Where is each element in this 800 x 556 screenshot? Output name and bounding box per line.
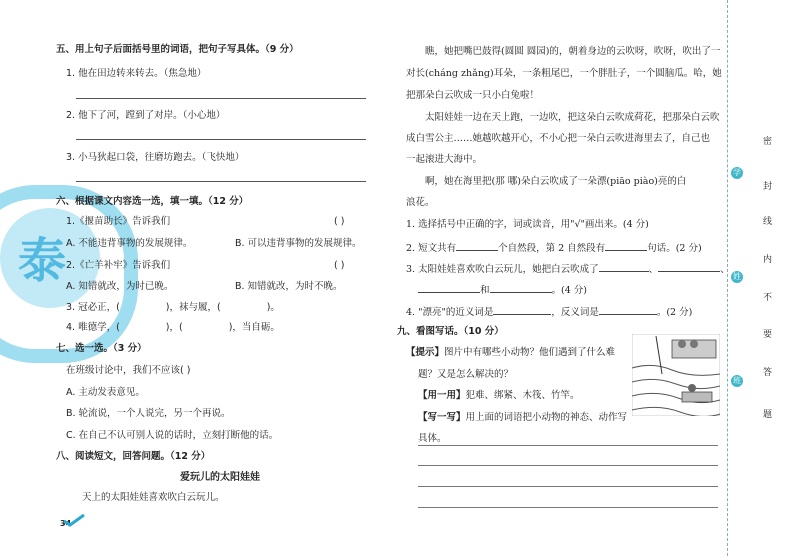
q6-item-3 <box>66 302 280 314</box>
tip-line-1 <box>406 347 615 359</box>
reading-question-2-part-a: 2. 短文共有 <box>406 243 457 254</box>
q7-option-b: B. 轮流说，一个人说完，另一个再说。 <box>66 408 231 419</box>
story-paragraph-line: 一起滚进大海中。 <box>406 154 483 165</box>
q6-item-4-part-c: )，当自砺。 <box>228 322 280 333</box>
reading-question-2-part-c: 句话。(2 分) <box>647 243 702 254</box>
story-line-1: 天上的太阳娃娃喜欢吹白云玩儿。 <box>82 492 225 503</box>
q6-item-2-option-b: B. 知错就改，为时不晚。 <box>235 281 343 292</box>
q5-item-2: 2. 他下了河，蹚到了对岸。（小心地） <box>66 110 226 121</box>
reading-question-1: 1. 选择括号中正确的字，词或读音，用"√"画出来。(4 分) <box>406 219 649 230</box>
reading-question-3-part-a: 3. 太阳娃娃喜欢吹白云玩儿，她把白云吹成了 <box>406 264 599 275</box>
tip-label: 【提示】 <box>406 347 445 358</box>
reading-question-3-part-b: 、 <box>648 264 659 275</box>
q5-item-1: 1. 他在田边转来转去。（焦急地） <box>66 68 207 79</box>
reading-question-4-part-a: 4. "漂亮"的近义词是 <box>406 307 494 318</box>
story-paragraph-line: 太阳娃娃一边在天上跑，一边吹，把这朵白云吹成荷花，把那朵白云吹 <box>425 112 720 123</box>
q8-title: 八、阅读短文，回答问题。（12 分） <box>56 451 211 462</box>
story-paragraph-line: 浪花。 <box>406 197 435 208</box>
story-paragraph-line: 对长(cháng zhǎng)耳朵，一条粗尾巴，一个胖肚子，一个圆脑瓜。哈，她 <box>406 68 722 79</box>
seal-char: 不 <box>763 293 773 303</box>
q6-item-1-option-b: B. 可以违背事物的发展规律。 <box>235 238 362 249</box>
answer-line[interactable] <box>76 181 366 182</box>
seal-char: 要 <box>763 330 773 340</box>
fill-blank[interactable] <box>418 283 480 293</box>
tip-text-1: 图片中有哪些小动物？他们遇到了什么难 <box>444 347 616 358</box>
q7-option-a: A. 主动发表意见。 <box>66 387 145 398</box>
reading-question-4 <box>406 305 692 319</box>
watermark-char: 泰 <box>18 233 67 289</box>
q6-item-3-part-b: )，袜与履，( <box>165 302 221 313</box>
answer-paren[interactable]: ( ) <box>334 216 345 227</box>
margin-dot: 姓 <box>733 272 741 281</box>
story-title: 爱玩儿的太阳娃娃 <box>180 472 260 483</box>
use-label: 【用一用】 <box>418 390 466 401</box>
q6-item-4 <box>66 322 280 334</box>
fill-blank[interactable] <box>605 241 647 251</box>
reading-question-3 <box>406 262 730 276</box>
margin-dot: 学 <box>733 168 741 177</box>
writing-line[interactable] <box>418 507 718 508</box>
q6-item-1: 1.《揠苗助长》告诉我们 <box>66 216 171 227</box>
q6-title: 六、根据课文内容选一选，填一填。（12 分） <box>56 196 249 207</box>
seal-char: 题 <box>763 410 773 420</box>
tip-text-2: 题？又是怎么解决的？ <box>418 369 514 380</box>
writing-line[interactable] <box>418 486 718 487</box>
reading-question-3-part-e: 。(4 分) <box>551 285 587 296</box>
fill-blank[interactable] <box>456 241 498 251</box>
seal-char: 答 <box>763 368 773 378</box>
q6-item-3-part-a: 3. 冠必正，( <box>66 302 120 313</box>
story-paragraph-line: 成白雪公主……她越吹越开心，不小心把一朵白云吹进海里去了，自己也 <box>406 133 711 144</box>
story-paragraph-line: 啊，她在海里把(那 哪)朵白云吹成了一朵漂(piāo piào)亮的白 <box>425 176 687 187</box>
use-line <box>418 390 580 402</box>
page-number: 34 <box>60 519 72 528</box>
reading-question-4-part-b: ，反义词是 <box>551 307 599 318</box>
seal-char: 内 <box>763 255 773 265</box>
reading-question-3-part-d: 和 <box>480 285 490 296</box>
q6-item-2-option-a: A. 知错就改，为时已晚。 <box>66 281 174 292</box>
use-text: 犯难、绑紧、木筏、竹竿。 <box>465 390 580 401</box>
q7-option-c: C. 在自己不认可别人说的话时，立刻打断他的话。 <box>66 430 279 441</box>
checkmark-icon <box>62 513 86 527</box>
seal-char: 线 <box>763 217 773 227</box>
answer-line[interactable] <box>76 98 366 99</box>
answer-line[interactable] <box>76 139 366 140</box>
writing-line[interactable] <box>418 465 718 466</box>
q6-item-1-option-a: A. 不能违背事物的发展规律。 <box>66 238 193 249</box>
fill-blank[interactable] <box>658 262 720 272</box>
write-line-1 <box>418 412 627 424</box>
story-paragraph-line: 瞧，她把嘴巴鼓得(圆圆 圆园)的，朝着身边的云吹呀，吹呀，吹出了一 <box>425 46 721 57</box>
write-text-1: 用上面的词语把小动物的神态、动作写 <box>465 412 628 423</box>
q6-item-4-part-a: 4. 唯德学，( <box>66 322 120 333</box>
q7-stem: 在班级讨论中，我们不应该( ) <box>66 365 191 376</box>
q6-item-4-part-b: )，( <box>165 322 183 333</box>
seal-char: 密 <box>763 137 773 147</box>
q5-item-3: 3. 小马狄起口袋，往磨坊跑去。（飞快地） <box>66 152 245 163</box>
fill-blank[interactable] <box>599 305 657 315</box>
illustration-image <box>632 334 720 416</box>
fill-blank[interactable] <box>490 283 552 293</box>
fill-blank[interactable] <box>493 305 551 315</box>
q6-item-2: 2.《亡羊补牢》告诉我们 <box>66 260 171 271</box>
reading-question-2 <box>406 241 702 255</box>
reading-question-4-part-c: 。(2 分) <box>656 307 693 318</box>
write-text-2: 具体。 <box>418 433 447 444</box>
reading-question-3-part-c: 、 <box>720 264 730 275</box>
answer-paren[interactable]: ( ) <box>334 260 345 271</box>
story-paragraph-line: 把那朵白云吹成一只小白兔啦！ <box>406 90 540 101</box>
reading-question-2-part-b: 个自然段，第 2 自然段有 <box>498 243 606 254</box>
q6-item-3-part-c: )。 <box>266 302 280 313</box>
q5-title: 五、用上句子后面括号里的词语，把句子写具体。（9 分） <box>56 44 299 55</box>
fill-blank[interactable] <box>599 262 649 272</box>
q7-title: 七、选一选。（3 分） <box>56 343 147 354</box>
reading-question-3-cont <box>418 283 587 297</box>
margin-dot: 班 <box>733 376 741 385</box>
writing-line[interactable] <box>418 445 718 446</box>
seal-char: 封 <box>763 182 773 192</box>
q9-title: 九、看图写话。（10 分） <box>397 326 504 337</box>
write-label: 【写一写】 <box>418 412 466 423</box>
